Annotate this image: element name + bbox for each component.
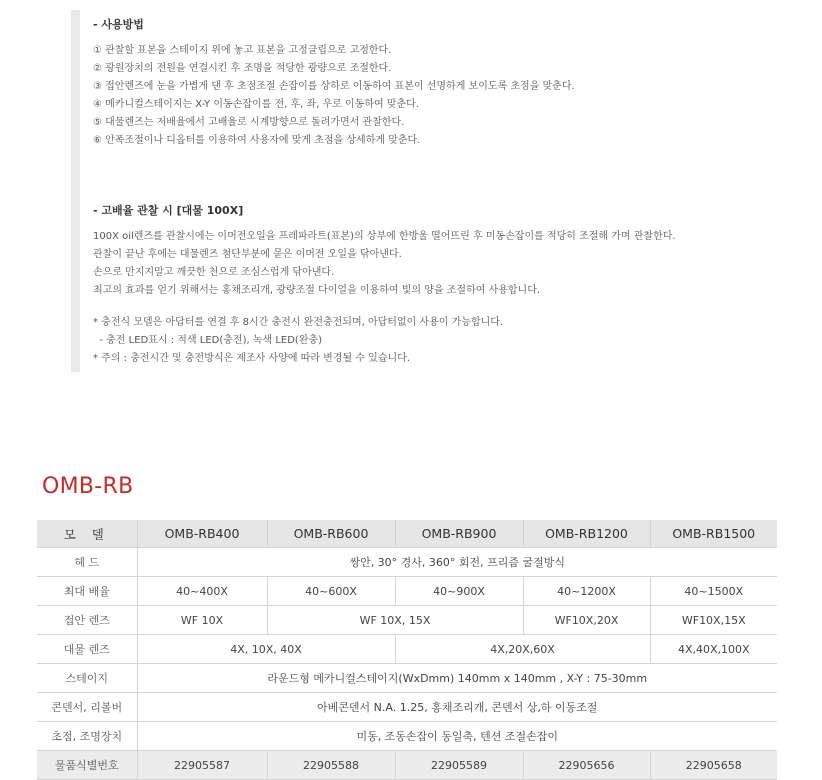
table-cell: WF10X,15X <box>650 606 777 635</box>
table-cell: 22905588 <box>267 751 395 780</box>
row-label: 대물 렌즈 <box>37 635 137 664</box>
header-cell-model: 모 델 <box>37 520 137 548</box>
high-mag-line: 손으로 만지지말고 깨끗한 천으로 조심스럽게 닦아낸다. <box>93 267 335 278</box>
table-cell: 쌍안, 30° 경사, 360° 회전, 프리즘 굴절방식 <box>137 548 777 577</box>
table-cell: 40~1200X <box>523 577 650 606</box>
table-row <box>37 693 777 722</box>
table-row <box>37 664 777 693</box>
table-cell: 40~600X <box>267 577 395 606</box>
row-label: 최대 배율 <box>37 577 137 606</box>
table-cell: 40~900X <box>395 577 523 606</box>
left-accent-bar <box>71 10 80 372</box>
usage-step: ⑥ 안폭조절이나 디옵터를 이용하여 사용자에 맞게 초점을 상세하게 맞춘다. <box>93 135 421 146</box>
table-cell: 40~1500X <box>650 577 777 606</box>
usage-step: ⑤ 대물렌즈는 저배율에서 고배율로 시계방향으로 돌려가면서 관찰한다. <box>93 117 405 128</box>
table-cell: WF10X,20X <box>523 606 650 635</box>
high-mag-line: 최고의 효과를 얻기 위해서는 홍채조리개, 광량조절 다이얼을 이용하여 빛의 양을 조절하여 사용합니다. <box>93 285 541 296</box>
table-cell: 4X, 10X, 40X <box>137 635 395 664</box>
usage-step: ② 광원장치의 전원을 연결시킨 후 조명을 적당한 광량으로 조절한다. <box>93 63 392 74</box>
table-cell: 22905589 <box>395 751 523 780</box>
table-header-row <box>37 520 777 548</box>
table-cell: 미동, 조동손잡이 동일축, 텐션 조절손잡이 <box>137 722 777 751</box>
spec-table <box>37 520 777 780</box>
header-cell: OMB-RB400 <box>137 520 267 548</box>
table-cell: 22905587 <box>137 751 267 780</box>
table-row <box>37 722 777 751</box>
table-cell: WF 10X, 15X <box>267 606 523 635</box>
usage-step: ③ 접안렌즈에 눈을 가볍게 댄 후 초점조절 손잡이를 상하로 이동하여 표본이 선명하게 보이도록 초점을 맞춘다. <box>93 81 575 92</box>
table-row <box>37 751 777 780</box>
table-row <box>37 606 777 635</box>
usage-step: ④ 메카니컬스테이지는 X-Y 이동손잡이를 전, 후, 좌, 우로 이동하여 맞춘다. <box>93 99 419 110</box>
header-cell: OMB-RB1200 <box>523 520 650 548</box>
row-label: 콘덴서, 리볼버 <box>37 693 137 722</box>
table-cell: WF 10X <box>137 606 267 635</box>
row-label: 물품식별번호 <box>37 751 137 780</box>
table-cell: 22905656 <box>523 751 650 780</box>
header-cell: OMB-RB1500 <box>650 520 777 548</box>
high-mag-line: 관찰이 끝난 후에는 대물렌즈 첨단부분에 묻은 이머전 오일을 닦아낸다. <box>93 249 402 260</box>
header-cell: OMB-RB900 <box>395 520 523 548</box>
table-cell: 4X,20X,60X <box>395 635 650 664</box>
high-mag-section-title: - 고배율 관찰 시 [대물 100X] <box>93 204 244 217</box>
table-row <box>37 635 777 664</box>
table-cell: 라운드형 메카니컬스테이지(WxDmm) 140mm x 140mm , X-Y : 75-30mm <box>137 664 777 693</box>
header-cell: OMB-RB600 <box>267 520 395 548</box>
model-title: OMB-RB <box>42 474 134 499</box>
table-row <box>37 577 777 606</box>
high-mag-line: 100X oil렌즈를 관찰시에는 이머전오일을 프레파라트(표본)의 상부에 한방울 떨어뜨린 후 미동손잡이를 적당히 조절해 가며 관찰한다. <box>93 231 676 242</box>
usage-step: ① 관찰할 표본을 스테이지 위에 놓고 표본을 고정클립으로 고정한다. <box>93 45 392 56</box>
row-label: 초점, 조명장치 <box>37 722 137 751</box>
table-cell: 22905658 <box>650 751 777 780</box>
table-cell: 아베콘덴서 N.A. 1.25, 홍채조리개, 콘덴서 상,하 이동조절 <box>137 693 777 722</box>
high-mag-note: - 충전 LED표시 : 적색 LED(충전), 녹색 LED(완충) <box>93 335 323 346</box>
row-label: 헤 드 <box>37 548 137 577</box>
table-cell: 4X,40X,100X <box>650 635 777 664</box>
row-label: 스테이지 <box>37 664 137 693</box>
high-mag-note: * 충전식 모델은 아답터를 연결 후 8시간 충전시 완전충전되며, 아답터없이 사용이 가능합니다. <box>93 317 504 328</box>
row-label: 접안 렌즈 <box>37 606 137 635</box>
table-cell: 40~400X <box>137 577 267 606</box>
high-mag-note: * 주의 : 충전시간 및 충전방식은 제조사 사양에 따라 변경될 수 있습니다. <box>93 353 410 364</box>
usage-section-title: - 사용방법 <box>93 18 144 31</box>
table-row <box>37 548 777 577</box>
